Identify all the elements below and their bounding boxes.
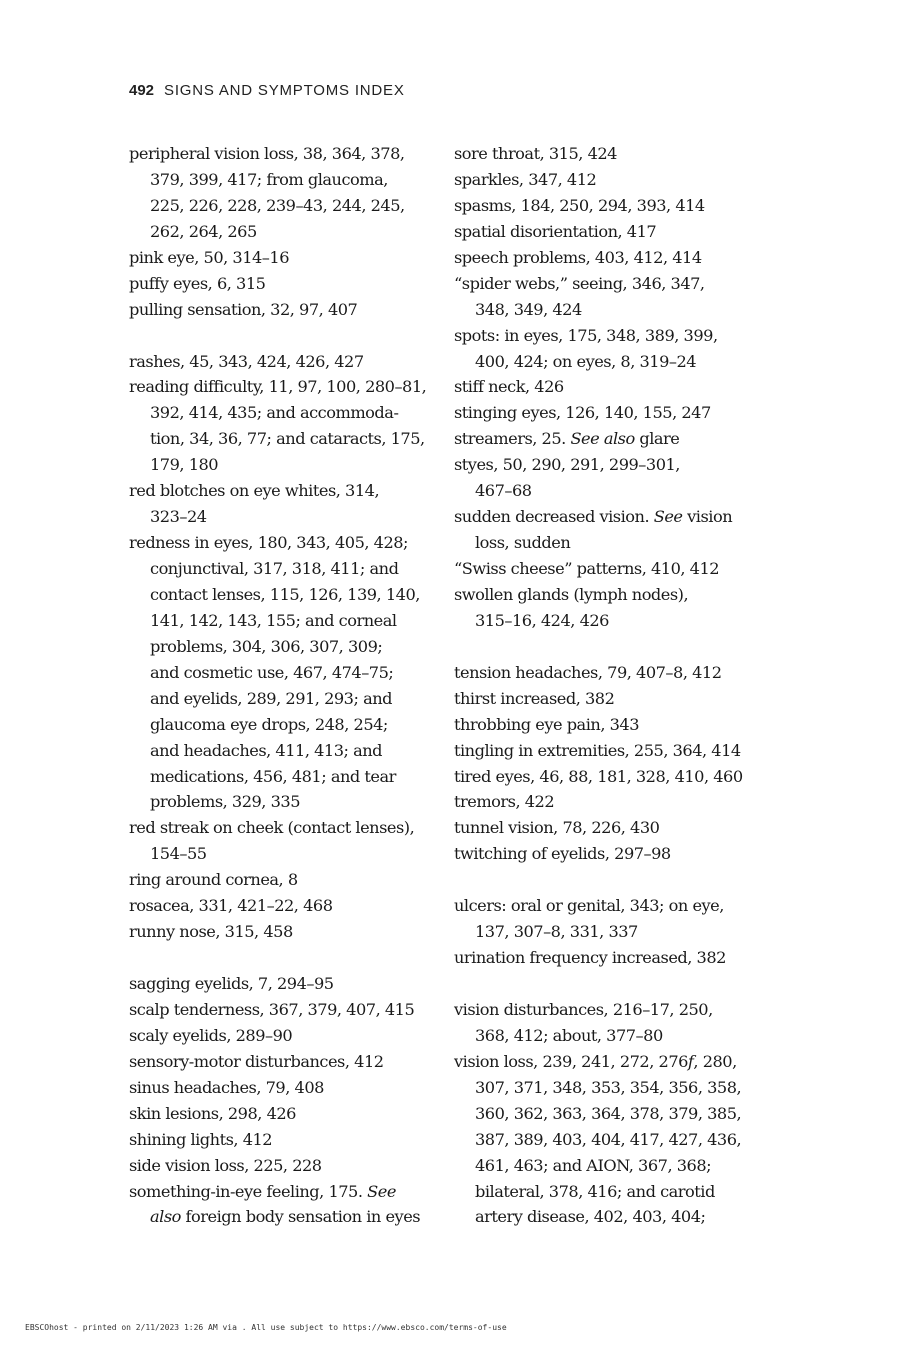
entry-text: sinus headaches, 79, 408 (129, 1077, 324, 1097)
index-entry (454, 193, 774, 219)
index-entry-continuation (129, 841, 449, 867)
entry-text: sparkles, 347, 412 (454, 169, 597, 189)
entry-text: spasms, 184, 250, 294, 393, 414 (454, 195, 705, 215)
index-entry (454, 504, 774, 530)
index-entry-continuation (129, 789, 449, 815)
index-entry-continuation (454, 1153, 774, 1179)
index-entry (454, 219, 774, 245)
index-entry (129, 1023, 449, 1049)
entry-text: problems, 329, 335 (150, 792, 300, 812)
index-entry (129, 919, 449, 945)
entry-text: bilateral, 378, 416; and carotid (475, 1181, 715, 1201)
entry-text: spots: in eyes, 175, 348, 389, 399, (454, 325, 718, 345)
page-number: 492 (129, 82, 155, 99)
entry-text: throbbing eye pain, 343 (454, 714, 640, 734)
entry-text: foreign body sensation in eyes (180, 1207, 421, 1227)
entry-text: pulling sensation, 32, 97, 407 (129, 299, 358, 319)
index-entry (454, 1049, 774, 1075)
entry-text: 307, 371, 348, 353, 354, 356, 358, (475, 1077, 742, 1097)
index-entry (454, 841, 774, 867)
entry-text: something-in-eye feeling, 175. (129, 1181, 368, 1201)
entry-text: and eyelids, 289, 291, 293; and (150, 688, 393, 708)
index-entry (129, 971, 449, 997)
index-entry (129, 1179, 449, 1205)
index-entry-continuation (129, 1204, 449, 1230)
entry-text: thirst increased, 382 (454, 688, 615, 708)
entry-text: loss, sudden (475, 533, 571, 553)
index-spacer (129, 945, 449, 971)
entry-text: artery disease, 402, 403, 404; (475, 1207, 706, 1227)
index-entry (129, 478, 449, 504)
entry-text: 315–16, 424, 426 (475, 610, 609, 630)
entry-text: swollen glands (lymph nodes), (454, 584, 689, 604)
entry-text: vision disturbances, 216–17, 250, (454, 999, 713, 1019)
entry-text: tired eyes, 46, 88, 181, 328, 410, 460 (454, 766, 743, 786)
entry-text: tingling in extremities, 255, 364, 414 (454, 740, 741, 760)
entry-text: and cosmetic use, 467, 474–75; (150, 662, 394, 682)
entry-text: sensory-motor disturbances, 412 (129, 1051, 384, 1071)
entry-text: 368, 412; about, 377–80 (475, 1025, 663, 1045)
index-entry (129, 815, 449, 841)
index-entry-continuation (129, 167, 449, 193)
index-entry-continuation (129, 608, 449, 634)
index-entry (129, 1127, 449, 1153)
index-entry-continuation (454, 1101, 774, 1127)
index-entry-continuation (454, 919, 774, 945)
index-entry (454, 997, 774, 1023)
index-entry (454, 141, 774, 167)
entry-text: spatial disorientation, 417 (454, 221, 657, 241)
index-entry-continuation (454, 297, 774, 323)
entry-text: scalp tenderness, 367, 379, 407, 415 (129, 999, 415, 1019)
entry-cross-reference: See also (570, 429, 635, 449)
index-entry (454, 789, 774, 815)
entry-text: 348, 349, 424 (475, 299, 582, 319)
entry-text: ulcers: oral or genital, 343; on eye, (454, 896, 724, 916)
index-entry (129, 1101, 449, 1127)
entry-text: peripheral vision loss, 38, 364, 378, (129, 144, 405, 163)
entry-text: , 280, (693, 1051, 737, 1071)
entry-cross-reference: also (150, 1207, 181, 1227)
index-entry-continuation (129, 426, 449, 452)
index-entry (454, 271, 774, 297)
entry-text: styes, 50, 290, 291, 299–301, (454, 455, 680, 475)
entry-text: glaucoma eye drops, 248, 254; (150, 714, 388, 734)
entry-text: streamers, 25. (454, 429, 571, 449)
index-entry (454, 660, 774, 686)
entry-text: vision (682, 507, 733, 527)
index-entry (129, 141, 449, 167)
index-entry (454, 400, 774, 426)
index-entry (129, 1049, 449, 1075)
entry-text: shining lights, 412 (129, 1129, 273, 1149)
section-title: SIGNS AND SYMPTOMS INDEX (164, 82, 405, 99)
index-entry-continuation (129, 738, 449, 764)
entry-text: problems, 304, 306, 307, 309; (150, 636, 383, 656)
index-entry-continuation (454, 1075, 774, 1101)
entry-text: twitching of eyelids, 297–98 (454, 844, 671, 864)
index-entry (454, 245, 774, 271)
entry-text: scaly eyelids, 289–90 (129, 1025, 293, 1045)
entry-cross-reference: See (653, 507, 683, 527)
index-entry (129, 271, 449, 297)
index-entry-continuation (454, 1023, 774, 1049)
index-entry (454, 764, 774, 790)
entry-text: tion, 34, 36, 77; and cataracts, 175, (150, 429, 425, 449)
entry-text: 400, 424; on eyes, 8, 319–24 (475, 351, 697, 371)
index-entry (454, 945, 774, 971)
print-footer: EBSCOhost - printed on 2/11/2023 1:26 AM via . All use subject to https://www.ebsco.com/terms-of-use (25, 1323, 507, 1332)
index-entry (129, 1075, 449, 1101)
entry-text: side vision loss, 225, 228 (129, 1155, 322, 1175)
index-entry (129, 349, 449, 375)
entry-text: ring around cornea, 8 (129, 870, 298, 890)
entry-text: 392, 414, 435; and accommoda- (150, 403, 399, 423)
entry-text: tension headaches, 79, 407–8, 412 (454, 662, 722, 682)
entry-text: 179, 180 (150, 455, 219, 475)
index-entry-continuation (129, 504, 449, 530)
index-spacer (129, 323, 449, 349)
entry-text: 137, 307–8, 331, 337 (475, 922, 638, 942)
entry-text: 461, 463; and AION, 367, 368; (475, 1155, 712, 1175)
index-entry-continuation (454, 349, 774, 375)
entry-text: tunnel vision, 78, 226, 430 (454, 818, 660, 838)
entry-text: puffy eyes, 6, 315 (129, 273, 266, 293)
entry-text: 225, 226, 228, 239–43, 244, 245, (150, 195, 405, 215)
index-entry (129, 245, 449, 271)
entry-text: rosacea, 331, 421–22, 468 (129, 896, 333, 916)
index-entry (454, 556, 774, 582)
entry-text: medications, 456, 481; and tear (150, 766, 396, 786)
entry-text: glare (634, 429, 680, 449)
index-entry (129, 867, 449, 893)
entry-text: “spider webs,” seeing, 346, 347, (454, 273, 705, 293)
index-entry-continuation (454, 478, 774, 504)
entry-text: rashes, 45, 343, 424, 426, 427 (129, 351, 364, 371)
index-entry-continuation (129, 712, 449, 738)
index-entry-continuation (454, 608, 774, 634)
entry-text: contact lenses, 115, 126, 139, 140, (150, 584, 420, 604)
index-entry (129, 530, 449, 556)
entry-text: 360, 362, 363, 364, 378, 379, 385, (475, 1103, 742, 1123)
entry-text: tremors, 422 (454, 792, 555, 812)
entry-text: redness in eyes, 180, 343, 405, 428; (129, 533, 409, 553)
entry-text: vision loss, 239, 241, 272, 276 (454, 1051, 688, 1071)
index-entry-continuation (129, 582, 449, 608)
entry-text: stinging eyes, 126, 140, 155, 247 (454, 403, 711, 423)
entry-text: 323–24 (150, 507, 207, 527)
index-entry (454, 686, 774, 712)
index-entry (454, 323, 774, 349)
index-column-left (129, 141, 449, 1230)
index-entry-continuation (129, 764, 449, 790)
index-entry (454, 582, 774, 608)
index-entry-continuation (454, 1204, 774, 1230)
entry-text: red blotches on eye whites, 314, (129, 481, 380, 501)
index-entry-continuation (129, 686, 449, 712)
index-entry (454, 815, 774, 841)
entry-text: reading difficulty, 11, 97, 100, 280–81, (129, 377, 427, 397)
entry-text: 467–68 (475, 481, 532, 501)
index-entry (454, 893, 774, 919)
index-spacer (454, 867, 774, 893)
index-entry (129, 997, 449, 1023)
entry-text: runny nose, 315, 458 (129, 922, 293, 942)
entry-text: 154–55 (150, 844, 207, 864)
entry-text: 141, 142, 143, 155; and corneal (150, 610, 397, 630)
index-spacer (454, 634, 774, 660)
index-entry (129, 1153, 449, 1179)
index-entry-continuation (454, 1179, 774, 1205)
index-entry (454, 712, 774, 738)
index-entry (454, 426, 774, 452)
index-column-right (454, 141, 774, 1230)
index-entry-continuation (129, 400, 449, 426)
index-entry-continuation (129, 452, 449, 478)
index-entry (129, 374, 449, 400)
entry-text: urination frequency increased, 382 (454, 948, 726, 968)
entry-text: and headaches, 411, 413; and (150, 740, 383, 760)
entry-text: red streak on cheek (contact lenses), (129, 818, 415, 838)
index-entry-continuation (129, 634, 449, 660)
entry-text: sore throat, 315, 424 (454, 144, 617, 163)
index-spacer (454, 971, 774, 997)
entry-text: 387, 389, 403, 404, 417, 427, 436, (475, 1129, 742, 1149)
index-entry (454, 374, 774, 400)
entry-text: sudden decreased vision. (454, 507, 654, 527)
running-head (129, 82, 405, 99)
entry-text: stiff neck, 426 (454, 377, 564, 397)
entry-cross-reference: f (687, 1051, 694, 1071)
index-entry-continuation (129, 660, 449, 686)
index-entry-continuation (129, 193, 449, 219)
index-entry-continuation (454, 1127, 774, 1153)
index-entry-continuation (454, 530, 774, 556)
entry-text: pink eye, 50, 314–16 (129, 247, 289, 267)
entry-text: skin lesions, 298, 426 (129, 1103, 296, 1123)
index-entry (454, 167, 774, 193)
index-entry (129, 297, 449, 323)
index-entry-continuation (129, 219, 449, 245)
entry-text: 262, 264, 265 (150, 221, 257, 241)
index-entry (129, 893, 449, 919)
entry-text: sagging eyelids, 7, 294–95 (129, 974, 334, 993)
entry-cross-reference: See (367, 1181, 396, 1201)
index-entry-continuation (129, 556, 449, 582)
index-entry (454, 738, 774, 764)
index-entry (454, 452, 774, 478)
entry-text: “Swiss cheese” patterns, 410, 412 (454, 559, 720, 578)
entry-text: 379, 399, 417; from glaucoma, (150, 169, 388, 189)
entry-text: speech problems, 403, 412, 414 (454, 247, 702, 267)
entry-text: conjunctival, 317, 318, 411; and (150, 559, 399, 578)
